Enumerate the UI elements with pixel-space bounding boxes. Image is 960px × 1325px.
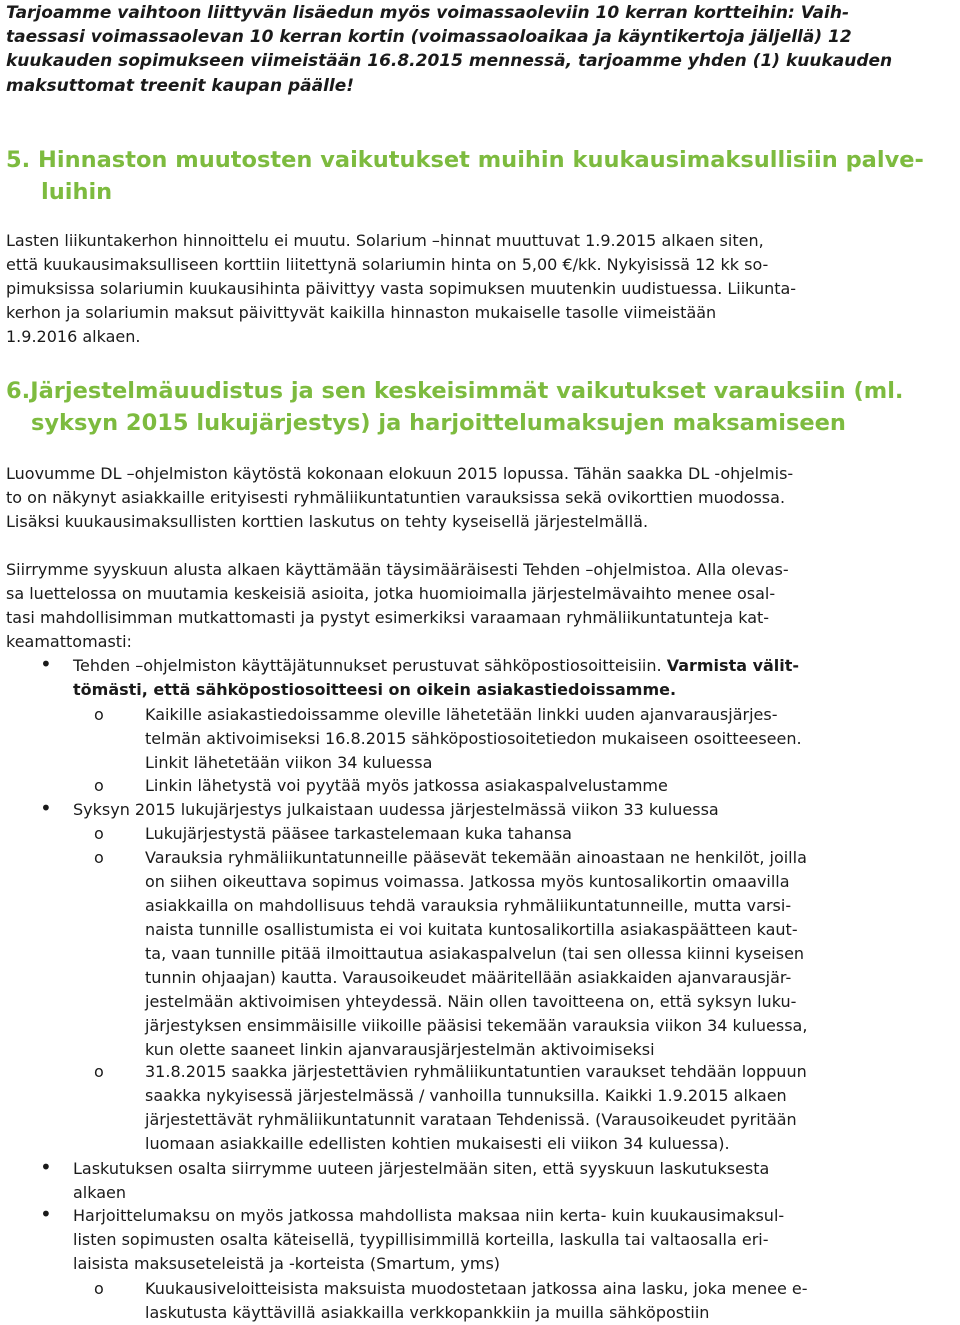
- text-line: Luovumme DL –ohjelmiston käytöstä kokonaan elokuun 2015 lopussa. Tähän saakka DL -ohjelmis-: [6, 464, 794, 483]
- sub-item: [145, 774, 957, 798]
- sub-item: [145, 1277, 957, 1325]
- section-title: Järjestelmäuudistus ja sen keskeisimmät vaikutukset varauksiin (ml.: [30, 378, 904, 404]
- section-number: 5.: [6, 147, 31, 173]
- text-line: jestelmään aktivoimisen yhteydessä. Näin ollen tavoitteena on, että syksyn luku-: [145, 992, 797, 1011]
- text-line: järjestettävät ryhmäliikuntatunnit varataan Tehdenissä. (Varausoikeudet pyritään: [145, 1110, 797, 1129]
- text-line: Lukujärjestystä pääsee tarkastelemaan kuka tahansa: [145, 824, 572, 843]
- section-6-paragraph-2: [6, 558, 958, 654]
- bullet-marker: •: [40, 1202, 52, 1226]
- text-line: Linkin lähetystä voi pyytää myös jatkossa asiakaspalvelustamme: [145, 776, 668, 795]
- text-line: että kuukausimaksulliseen korttiin liitettynä solariumin hinta on 5,00 €/kk. Nykyisissä 12 kk so-: [6, 255, 769, 274]
- text-line: Syksyn 2015 lukujärjestys julkaistaan uudessa järjestelmässä viikon 33 kuluessa: [73, 800, 719, 819]
- text-line: asiakkailla on mahdollisuus tehdä varauksia ryhmäliikuntatunneille, mutta varsi-: [145, 896, 792, 915]
- section-5-heading: [6, 145, 956, 208]
- text-line: naista tunnille osallistumista ei voi kuitata kuntosalikortilla asiakaspäätteen kaut-: [145, 920, 798, 939]
- text-line: on siihen oikeuttava sopimus voimassa. Jatkossa myös kuntosalikortin omaavilla: [145, 872, 790, 891]
- section-title-cont: syksyn 2015 lukujärjestys) ja harjoittelumaksujen maksamiseen: [31, 409, 846, 436]
- text-line: Varauksia ryhmäliikuntatunneille pääsevät tekemään ainoastaan ne henkilöt, joilla: [145, 848, 807, 867]
- text-line: Lisäksi kuukausimaksullisten korttien laskutus on tehty kyseisellä järjestelmällä.: [6, 512, 649, 531]
- text-line: Linkit lähetetään viikon 34 kuluessa: [145, 753, 433, 772]
- intro-paragraph: [6, 1, 956, 98]
- section-6-paragraph-1: [6, 462, 958, 534]
- sub-bullet-marker: o: [94, 848, 104, 867]
- text-line: to on näkynyt asiakkaille erityisesti ryhmäliikuntatuntien varauksissa sekä ovikorttien muodossa.: [6, 488, 786, 507]
- emphasis: Varmista välit-: [666, 656, 800, 675]
- text-line: Kuukausiveloitteisista maksuista muodostetaan jatkossa aina lasku, joka menee e-: [145, 1279, 808, 1298]
- text-line: laisista maksuseteleistä ja -korteista (Smartum, yms): [73, 1254, 501, 1273]
- sub-item: [145, 1060, 957, 1156]
- text-line: Siirrymme syyskuun alusta alkaen käyttämään täysimääräisesti Tehden –ohjelmistoa. Alla olevas-: [6, 560, 789, 579]
- text-line: sa luettelossa on muutamia keskeisiä asioita, jotka huomioimalla järjestelmävaihto menee osal-: [6, 584, 776, 603]
- sub-item: [145, 846, 957, 1062]
- intro-line: Tarjoamme vaihtoon liittyvän lisäedun myös voimassaoleviin 10 kerran kortteihin: Vaih-: [6, 3, 850, 23]
- intro-line: kuukauden sopimukseen viimeistään 16.8.2015 mennessä, tarjoamme yhden (1) kuukauden: [6, 51, 893, 72]
- sub-item: [145, 822, 957, 846]
- intro-line: maksuttomat treenit kaupan päälle!: [6, 75, 355, 96]
- text-line: pimuksissa solariumin kuukausihinta päivittyy vasta sopimuksen muutenkin uudistuessa. Liikunta-: [6, 279, 797, 298]
- text-line: 1.9.2016 alkaen.: [6, 327, 141, 346]
- text-line: luomaan asiakkaille edellisten kohtien mukaisesti eli viikon 34 kuluessa).: [145, 1134, 730, 1153]
- sub-bullet-marker: o: [94, 776, 104, 795]
- text-line: 31.8.2015 saakka järjestettävien ryhmäliikuntatuntien varaukset tehdään loppuun: [145, 1062, 807, 1081]
- section-title: Hinnaston muutosten vaikutukset muihin kuukausimaksullisiin palve-: [38, 147, 924, 173]
- text-line: listen sopimusten osalta käteisellä, tyypillisimmillä korteilla, laskulla tai valtaosalla eri-: [73, 1230, 769, 1249]
- section-6-heading: [6, 376, 956, 439]
- bullet-item-4: [73, 1204, 953, 1276]
- sub-item: [145, 703, 957, 775]
- text-line: tunnin ohjaajan) kautta. Varausoikeudet määritellään asiakkaiden ajanvarausjär-: [145, 968, 792, 987]
- bullet-item-1: [73, 654, 953, 702]
- bullet-item-2: [73, 798, 953, 822]
- bullet-item-3: [73, 1157, 953, 1205]
- text-line: laskutusta käyttävillä asiakkailla verkkopankkiin ja muilla sähköpostiin: [145, 1303, 710, 1322]
- text-line: järjestyksen ensimmäisille viikoille pääsisi tekemään varauksia viikon 34 kuluessa,: [145, 1016, 808, 1035]
- section-number: 6.: [6, 378, 31, 404]
- text-line: keamattomasti:: [6, 632, 132, 651]
- sub-bullet-marker: o: [94, 824, 104, 843]
- sub-bullet-marker: o: [94, 1062, 104, 1081]
- sub-bullet-marker: o: [94, 705, 104, 724]
- text-span: Tehden –ohjelmiston käyttäjätunnukset perustuvat sähköpostiosoitteisiin.: [73, 656, 667, 675]
- text-line: ta, vaan tunnille pitää ilmoittautua asiakaspalvelun (tai sen ollessa kiinni kyseisen: [145, 944, 805, 963]
- text-line: kun olette saaneet linkin ajanvarausjärjestelmän aktivoimiseksi: [145, 1040, 655, 1059]
- text-line: Laskutuksen osalta siirrymme uuteen järjestelmään siten, että syyskuun laskutuksesta: [73, 1159, 770, 1178]
- bullet-marker: •: [40, 1155, 52, 1179]
- text-line: saakka nykyisessä järjestelmässä / vanhoilla tunnuksilla. Kaikki 1.9.2015 alkaen: [145, 1086, 787, 1105]
- intro-line: taessasi voimassaolevan 10 kerran kortin (voimassaoloaikaa ja käyntikertoja jäljellä) 12: [6, 27, 852, 48]
- text-line: Lasten liikuntakerhon hinnoittelu ei muutu. Solarium –hinnat muuttuvat 1.9.2015 alkaen siten,: [6, 231, 764, 250]
- section-5-paragraph: [6, 229, 958, 349]
- text-line: telmän aktivoimiseksi 16.8.2015 sähköpostiosoitetiedon mukaiseen osoitteeseen.: [145, 729, 802, 748]
- sub-bullet-marker: o: [94, 1279, 104, 1298]
- text-line: tasi mahdollisimman mutkattomasti ja pystyt esimerkiksi varaamaan ryhmäliikuntatunteja kat-: [6, 608, 770, 627]
- bullet-marker: •: [40, 652, 52, 676]
- bullet-marker: •: [40, 796, 52, 820]
- text-line: Harjoittelumaksu on myös jatkossa mahdollista maksaa niin kerta- kuin kuukausimaksul-: [73, 1206, 785, 1225]
- text-line: alkaen: [73, 1183, 127, 1202]
- section-title-cont: luihin: [41, 178, 113, 205]
- text-line: Kaikille asiakastiedoissamme oleville lähetetään linkki uuden ajanvarausjärjes-: [145, 705, 778, 724]
- text-line: kerhon ja solariumin maksut päivittyvät kaikilla hinnaston mukaiselle tasolle viimeistään: [6, 303, 717, 322]
- emphasis: tömästi, että sähköpostiosoitteesi on oikein asiakastiedoissamme.: [73, 680, 677, 699]
